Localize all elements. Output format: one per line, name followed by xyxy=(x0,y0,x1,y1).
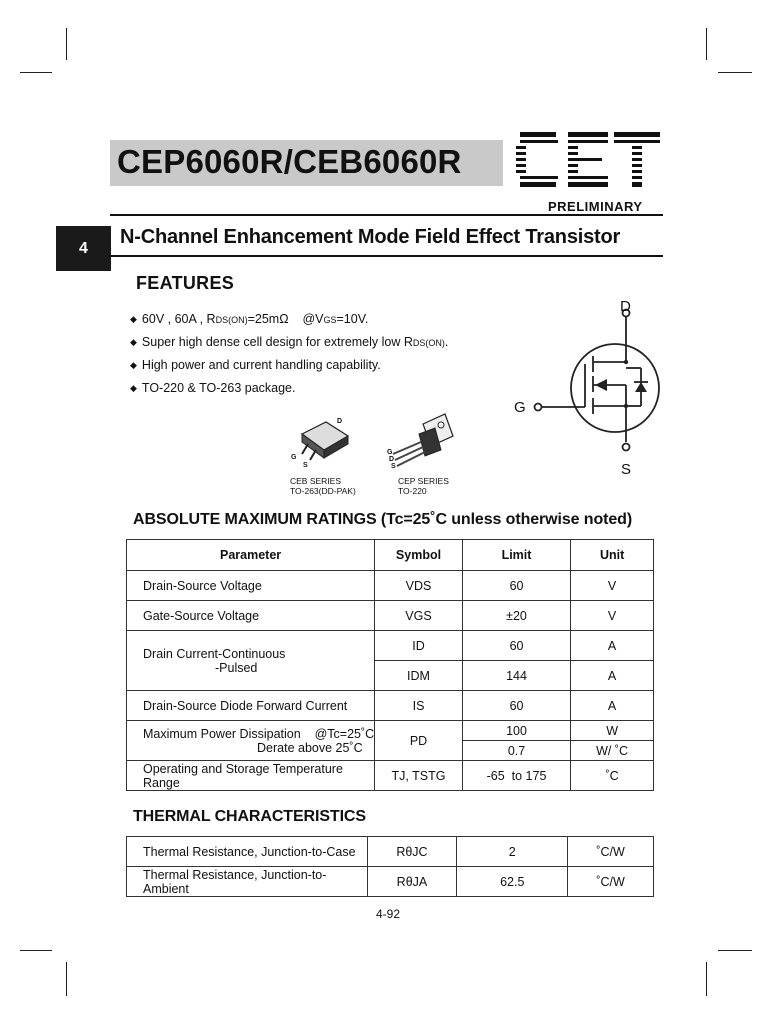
limit-cell: -65 to 175 xyxy=(462,761,570,791)
limit-cell: 100 xyxy=(462,721,570,741)
feature-text: Super high dense cell design for extremely low R xyxy=(141,335,413,349)
features-heading: FEATURES xyxy=(136,273,235,293)
feature-text: =25mΩ @V xyxy=(247,312,324,326)
symbol-cell: IS xyxy=(375,691,463,721)
abs-max-table xyxy=(126,539,654,791)
param-line: Maximum Power Dissipation @Tc=25˚C xyxy=(143,726,375,741)
ceb-series: CEB SERIES xyxy=(290,476,342,486)
header-rule xyxy=(110,214,663,216)
table-header-row xyxy=(127,540,654,571)
cet-logo xyxy=(510,130,662,190)
feature-text: High power and current handling capability. xyxy=(141,358,381,372)
param-cell: Thermal Resistance, Junction-to-Ambient xyxy=(127,867,368,897)
bullet-diamond-icon: ◆ xyxy=(130,360,137,370)
symbol-cell: VGS xyxy=(375,601,463,631)
crop-mark xyxy=(20,72,52,73)
ceb-pin-d: D xyxy=(337,418,343,425)
cep-series: CEP SERIES xyxy=(398,476,449,486)
cep-pin-s: S xyxy=(391,463,396,470)
abs-max-heading: ABSOLUTE MAXIMUM RATINGS (Tc=25˚C unless otherwise noted) xyxy=(133,511,633,528)
bullet-diamond-icon: ◆ xyxy=(130,383,137,393)
limit-cell: 2 xyxy=(457,837,568,867)
limit-cell: 60 xyxy=(462,691,570,721)
ceb-pin-g: G xyxy=(291,454,297,461)
limit-cell: 60 xyxy=(462,571,570,601)
drain-label: D xyxy=(620,298,631,315)
symbol-cell: TJ, TSTG xyxy=(375,761,463,791)
preliminary-label: PRELIMINARY xyxy=(548,199,643,214)
gate-label: G xyxy=(514,399,526,416)
symbol-cell: PD xyxy=(375,721,463,761)
col-header-parameter: Parameter xyxy=(127,540,375,571)
subtitle-rule xyxy=(110,255,663,257)
param-cell: Thermal Resistance, Junction-to-Case xyxy=(127,837,368,867)
device-subtitle: N-Channel Enhancement Mode Field Effect Transistor xyxy=(120,226,621,248)
limit-cell: 60 xyxy=(462,631,570,661)
features-list xyxy=(130,308,448,400)
list-item xyxy=(130,377,448,400)
list-item xyxy=(130,331,448,354)
cep-pin-d: D xyxy=(389,456,395,463)
crop-mark xyxy=(718,72,752,73)
crop-mark xyxy=(66,962,67,996)
feature-text: . xyxy=(444,335,449,349)
param-line: -Pulsed xyxy=(215,660,258,675)
unit-cell: A xyxy=(571,661,654,691)
param-line: Derate above 25˚C xyxy=(257,740,363,755)
feature-subscript: DS(ON) xyxy=(412,338,445,348)
cep-pin-g: G xyxy=(387,449,393,456)
feature-subscript: GS xyxy=(323,315,337,325)
param-cell: Operating and Storage Temperature Range xyxy=(127,761,375,791)
list-item xyxy=(130,308,448,331)
unit-cell: W xyxy=(571,721,654,741)
bullet-diamond-icon: ◆ xyxy=(130,314,137,324)
param-cell: Drain-Source Diode Forward Current xyxy=(127,691,375,721)
unit-cell: ˚C/W xyxy=(568,867,654,897)
table-row xyxy=(127,837,654,867)
ceb-package-label xyxy=(290,476,356,496)
unit-cell: V xyxy=(571,571,654,601)
crop-mark xyxy=(706,28,707,60)
param-cell xyxy=(127,631,375,691)
unit-cell: A xyxy=(571,691,654,721)
col-header-symbol: Symbol xyxy=(375,540,463,571)
unit-cell: A xyxy=(571,631,654,661)
symbol-cell: RθJC xyxy=(367,837,457,867)
table-row xyxy=(127,571,654,601)
thermal-heading: THERMAL CHARACTERISTICS xyxy=(133,808,366,825)
page-number: 4-92 xyxy=(376,907,401,921)
ceb-package-type: TO-263(DD-PAK) xyxy=(290,486,356,496)
source-label: S xyxy=(621,461,632,478)
col-header-limit: Limit xyxy=(462,540,570,571)
limit-cell: 0.7 xyxy=(462,741,570,761)
thermal-table xyxy=(126,836,654,897)
param-cell: Gate-Source Voltage xyxy=(127,601,375,631)
symbol-cell: RθJA xyxy=(367,867,457,897)
table-row xyxy=(127,761,654,791)
table-row xyxy=(127,601,654,631)
mosfet-symbol-diagram xyxy=(505,292,665,482)
table-row xyxy=(127,867,654,897)
table-row xyxy=(127,691,654,721)
limit-cell: 62.5 xyxy=(457,867,568,897)
param-cell xyxy=(127,721,375,761)
unit-cell: V xyxy=(571,601,654,631)
unit-cell: ˚C/W xyxy=(568,837,654,867)
feature-text: =10V. xyxy=(336,312,369,326)
crop-mark xyxy=(718,950,752,951)
bullet-diamond-icon: ◆ xyxy=(130,337,137,347)
crop-mark xyxy=(66,28,67,60)
symbol-cell: IDM xyxy=(375,661,463,691)
param-cell: Drain-Source Voltage xyxy=(127,571,375,601)
param-line: Drain Current-Continuous xyxy=(143,646,286,661)
crop-mark xyxy=(706,962,707,996)
symbol-cell: ID xyxy=(375,631,463,661)
cep-package-type: TO-220 xyxy=(398,486,427,496)
feature-text: 60V , 60A , R xyxy=(141,312,216,326)
feature-subscript: DS(ON) xyxy=(215,315,248,325)
table-row xyxy=(127,721,654,741)
symbol-cell: VDS xyxy=(375,571,463,601)
limit-cell: ±20 xyxy=(462,601,570,631)
table-row xyxy=(127,631,654,661)
unit-cell: W/ ˚C xyxy=(571,741,654,761)
limit-cell: 144 xyxy=(462,661,570,691)
page-tab: 4 xyxy=(56,226,111,271)
feature-text: TO-220 & TO-263 package. xyxy=(141,381,296,395)
ceb-pin-s: S xyxy=(303,462,308,469)
to220-package-drawing xyxy=(385,410,460,474)
unit-cell: ˚C xyxy=(571,761,654,791)
to263-package-drawing xyxy=(288,412,358,474)
cep-package-label xyxy=(398,476,449,496)
list-item xyxy=(130,354,448,377)
part-number-title: CEP6060R/CEB6060R xyxy=(117,143,462,180)
col-header-unit: Unit xyxy=(571,540,654,571)
crop-mark xyxy=(20,950,52,951)
